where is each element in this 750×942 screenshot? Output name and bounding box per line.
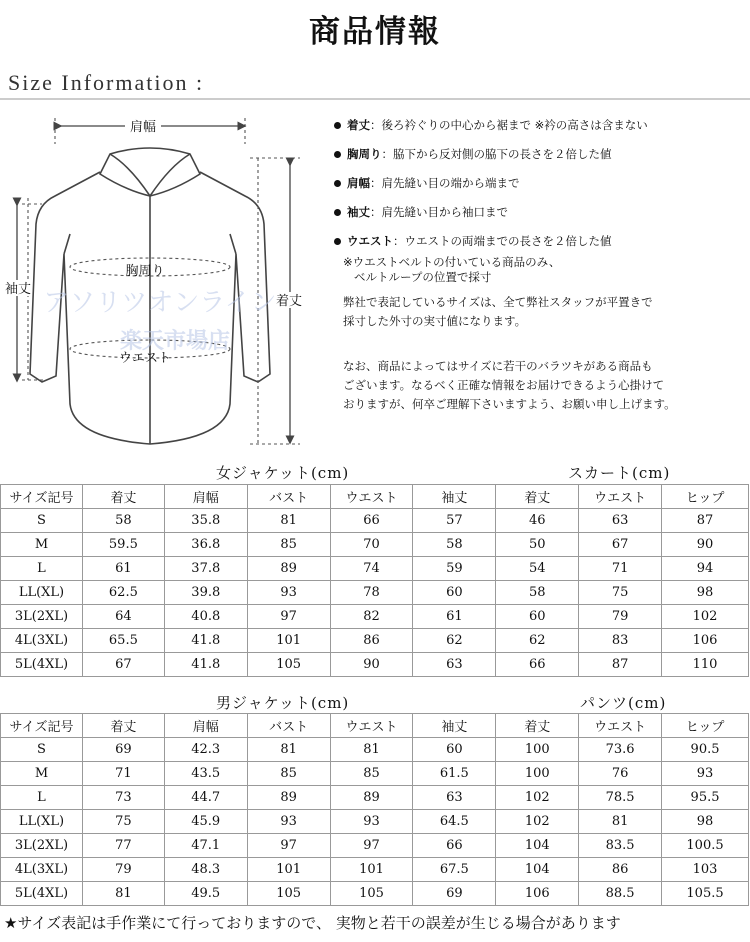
- table-cell: 83.5: [579, 834, 662, 858]
- table-cell: 61.5: [413, 762, 496, 786]
- note-text: ：肩先縫い目の端から端まで: [370, 176, 520, 190]
- size-code-cell: 5L(4XL): [1, 882, 83, 906]
- diagram-label-length: 着丈: [275, 294, 303, 309]
- table-cell: 105.5: [662, 882, 749, 906]
- table-cell: 90: [662, 533, 749, 557]
- diagram-label-shoulder: 肩幅: [129, 120, 157, 135]
- table-cell: 66: [413, 834, 496, 858]
- table-cell: 48.3: [164, 858, 247, 882]
- note-label: 袖丈: [347, 205, 370, 219]
- table-cell: 58: [496, 581, 579, 605]
- column-header: 着丈: [496, 485, 579, 509]
- table-cell: 87: [662, 509, 749, 533]
- table-row: [1, 810, 749, 834]
- table-cell: 66: [330, 509, 413, 533]
- size-code-cell: LL(XL): [1, 581, 83, 605]
- table-cell: 41.8: [164, 653, 247, 677]
- table-cell: 98: [662, 581, 749, 605]
- table-cell: 62: [496, 629, 579, 653]
- note-waist: [330, 234, 745, 249]
- table-cell: 60: [413, 581, 496, 605]
- footer-note: ★サイズ表記は手作業にて行っておりますので、 実物と若干の誤差が生じる場合があります: [4, 914, 621, 932]
- table-cell: 79: [579, 605, 662, 629]
- pants-title: パンツ(cm): [580, 694, 667, 712]
- diagram-label-chest: 胸周り: [125, 264, 165, 279]
- size-code-cell: L: [1, 557, 83, 581]
- table-row: [1, 653, 749, 677]
- column-header: 肩幅: [164, 714, 247, 738]
- table-row: [1, 629, 749, 653]
- table-cell: 37.8: [164, 557, 247, 581]
- table-cell: 61: [413, 605, 496, 629]
- note-label: ウエスト: [347, 234, 393, 248]
- table-cell: 69: [82, 738, 164, 762]
- table-cell: 82: [330, 605, 413, 629]
- table-cell: 46: [496, 509, 579, 533]
- column-header: 着丈: [496, 714, 579, 738]
- table-cell: 39.8: [164, 581, 247, 605]
- jacket-diagram: [0, 104, 320, 454]
- table-cell: 69: [413, 882, 496, 906]
- table-row: [1, 605, 749, 629]
- column-header: ウエスト: [330, 714, 413, 738]
- bullet-icon: [334, 151, 341, 158]
- measurement-disclaimer: 弊社で表記しているサイズは、全て弊社スタッフが平置きで 採寸した外寸の実寸値になります。: [343, 295, 653, 328]
- table-row: [1, 786, 749, 810]
- table-cell: 57: [413, 509, 496, 533]
- measurement-notes: [330, 118, 745, 414]
- table-cell: 97: [330, 834, 413, 858]
- table-row: [1, 509, 749, 533]
- diagram-label-waist: ウエスト: [118, 351, 172, 366]
- note-sleeve: [330, 205, 745, 220]
- note-label: 着丈: [347, 118, 370, 132]
- table-cell: 67: [579, 533, 662, 557]
- size-code-cell: 3L(2XL): [1, 605, 83, 629]
- table-cell: 81: [579, 810, 662, 834]
- table-cell: 58: [82, 509, 164, 533]
- bullet-icon: [334, 180, 341, 187]
- table-cell: 106: [662, 629, 749, 653]
- table-cell: 110: [662, 653, 749, 677]
- column-header: バスト: [247, 714, 330, 738]
- skirt-title: スカート(cm): [568, 464, 671, 482]
- table-header-row: [1, 485, 749, 509]
- table-cell: 85: [330, 762, 413, 786]
- note-text: ：ウエストの両端までの長さを２倍した値: [393, 234, 612, 248]
- size-code-cell: 4L(3XL): [1, 629, 83, 653]
- note-label: 肩幅: [347, 176, 370, 190]
- table-cell: 67: [82, 653, 164, 677]
- note-waist-sub-1: ※ウエストベルトの付いている商品のみ、: [343, 255, 561, 269]
- table-cell: 63: [413, 653, 496, 677]
- table-cell: 101: [247, 858, 330, 882]
- table-cell: 102: [496, 810, 579, 834]
- table-cell: 59.5: [82, 533, 164, 557]
- table-row: [1, 533, 749, 557]
- table-cell: 93: [662, 762, 749, 786]
- table-cell: 71: [579, 557, 662, 581]
- table-cell: 81: [247, 738, 330, 762]
- table-cell: 59: [413, 557, 496, 581]
- column-header: サイズ記号: [1, 485, 83, 509]
- note-text: ：脇下から反対側の脇下の長さを２倍した値: [381, 147, 612, 161]
- table-cell: 75: [579, 581, 662, 605]
- table-cell: 42.3: [164, 738, 247, 762]
- table-row: [1, 738, 749, 762]
- table-cell: 97: [247, 834, 330, 858]
- size-code-cell: 4L(3XL): [1, 858, 83, 882]
- column-header: ウエスト: [330, 485, 413, 509]
- table-cell: 104: [496, 858, 579, 882]
- size-code-cell: 5L(4XL): [1, 653, 83, 677]
- table-cell: 85: [247, 533, 330, 557]
- size-code-cell: 3L(2XL): [1, 834, 83, 858]
- table-cell: 40.8: [164, 605, 247, 629]
- table-cell: 63: [579, 509, 662, 533]
- table-cell: 104: [496, 834, 579, 858]
- note-text: ：肩先縫い目から袖口まで: [370, 205, 508, 219]
- table-cell: 60: [413, 738, 496, 762]
- table-cell: 74: [330, 557, 413, 581]
- note-chest: [330, 147, 745, 162]
- table-cell: 103: [662, 858, 749, 882]
- table-cell: 71: [82, 762, 164, 786]
- table-cell: 45.9: [164, 810, 247, 834]
- table-cell: 100: [496, 738, 579, 762]
- table-cell: 78.5: [579, 786, 662, 810]
- table-cell: 43.5: [164, 762, 247, 786]
- table-cell: 89: [330, 786, 413, 810]
- table-cell: 93: [247, 581, 330, 605]
- table-cell: 88.5: [579, 882, 662, 906]
- table-cell: 97: [247, 605, 330, 629]
- table-cell: 81: [82, 882, 164, 906]
- table-cell: 86: [330, 629, 413, 653]
- table-cell: 35.8: [164, 509, 247, 533]
- table-cell: 60: [496, 605, 579, 629]
- table-cell: 86: [579, 858, 662, 882]
- bullet-icon: [334, 238, 341, 245]
- watermark-store: 楽天市場店: [119, 329, 231, 354]
- table-cell: 62.5: [82, 581, 164, 605]
- size-code-cell: LL(XL): [1, 810, 83, 834]
- table-cell: 89: [247, 557, 330, 581]
- note-text: ：後ろ衿ぐりの中心から裾まで ※衿の高さは含まない: [370, 118, 648, 132]
- bullet-icon: [334, 209, 341, 216]
- bullet-icon: [334, 122, 341, 129]
- column-header: ウエスト: [579, 714, 662, 738]
- table-cell: 58: [413, 533, 496, 557]
- table-cell: 95.5: [662, 786, 749, 810]
- column-header: バスト: [247, 485, 330, 509]
- table-cell: 49.5: [164, 882, 247, 906]
- size-code-cell: M: [1, 533, 83, 557]
- table-cell: 101: [247, 629, 330, 653]
- table-cell: 101: [330, 858, 413, 882]
- table-row: [1, 834, 749, 858]
- table-cell: 98: [662, 810, 749, 834]
- watermark-shop-name: アソリツオンライン: [43, 288, 277, 318]
- table-cell: 106: [496, 882, 579, 906]
- table-cell: 102: [496, 786, 579, 810]
- table-cell: 63: [413, 786, 496, 810]
- table-cell: 41.8: [164, 629, 247, 653]
- table-cell: 81: [247, 509, 330, 533]
- table-cell: 67.5: [413, 858, 496, 882]
- table-cell: 75: [82, 810, 164, 834]
- table-cell: 76: [579, 762, 662, 786]
- table-header-row: [1, 714, 749, 738]
- table-cell: 105: [330, 882, 413, 906]
- size-table-mens: [0, 713, 749, 906]
- table-cell: 93: [330, 810, 413, 834]
- table-cell: 89: [247, 786, 330, 810]
- table-cell: 47.1: [164, 834, 247, 858]
- table-cell: 66: [496, 653, 579, 677]
- table-cell: 70: [330, 533, 413, 557]
- note-waist-sub-2: ベルトループの位置で採寸: [354, 270, 492, 284]
- table-cell: 65.5: [82, 629, 164, 653]
- column-header: 着丈: [82, 714, 164, 738]
- table-cell: 83: [579, 629, 662, 653]
- table-row: [1, 581, 749, 605]
- mens-jacket-title: 男ジャケット(cm): [216, 694, 350, 712]
- note-length: [330, 118, 745, 133]
- table-cell: 73.6: [579, 738, 662, 762]
- page-title: 商品情報: [309, 14, 441, 50]
- diagram-label-sleeve: 袖丈: [4, 282, 32, 297]
- table-cell: 105: [247, 653, 330, 677]
- table-cell: 100.5: [662, 834, 749, 858]
- table-cell: 73: [82, 786, 164, 810]
- womens-jacket-title: 女ジャケット(cm): [216, 464, 350, 482]
- table-cell: 78: [330, 581, 413, 605]
- table-cell: 64: [82, 605, 164, 629]
- column-header: 袖丈: [413, 714, 496, 738]
- size-code-cell: S: [1, 509, 83, 533]
- table-cell: 90: [330, 653, 413, 677]
- table-cell: 79: [82, 858, 164, 882]
- table-cell: 77: [82, 834, 164, 858]
- column-header: ヒップ: [662, 714, 749, 738]
- table-cell: 50: [496, 533, 579, 557]
- table-cell: 100: [496, 762, 579, 786]
- table-cell: 64.5: [413, 810, 496, 834]
- table-cell: 102: [662, 605, 749, 629]
- column-header: 袖丈: [413, 485, 496, 509]
- size-code-cell: S: [1, 738, 83, 762]
- table-cell: 44.7: [164, 786, 247, 810]
- table-cell: 87: [579, 653, 662, 677]
- table-cell: 81: [330, 738, 413, 762]
- table-cell: 105: [247, 882, 330, 906]
- table-cell: 90.5: [662, 738, 749, 762]
- table-cell: 62: [413, 629, 496, 653]
- table-cell: 54: [496, 557, 579, 581]
- table-row: [1, 557, 749, 581]
- table-row: [1, 762, 749, 786]
- heading-divider: [0, 98, 750, 100]
- table-cell: 93: [247, 810, 330, 834]
- table-cell: 94: [662, 557, 749, 581]
- table-cell: 36.8: [164, 533, 247, 557]
- note-shoulder: [330, 176, 745, 191]
- column-header: ウエスト: [579, 485, 662, 509]
- size-code-cell: L: [1, 786, 83, 810]
- table-row: [1, 882, 749, 906]
- column-header: 着丈: [82, 485, 164, 509]
- table-row: [1, 858, 749, 882]
- table-cell: 61: [82, 557, 164, 581]
- column-header: 肩幅: [164, 485, 247, 509]
- table-cell: 85: [247, 762, 330, 786]
- size-table-womens: [0, 484, 749, 677]
- size-information-heading: Size Information :: [8, 70, 205, 95]
- column-header: サイズ記号: [1, 714, 83, 738]
- size-code-cell: M: [1, 762, 83, 786]
- column-header: ヒップ: [662, 485, 749, 509]
- note-label: 胸周り: [347, 147, 382, 161]
- variation-disclaimer: なお、商品によってはサイズに若干のバラツキがある商品も ございます。なるべく正確な情報をお届けできるよう心掛けて おりますが、何卒ご理解下さいますよう、お願い申し上げます。: [343, 359, 676, 411]
